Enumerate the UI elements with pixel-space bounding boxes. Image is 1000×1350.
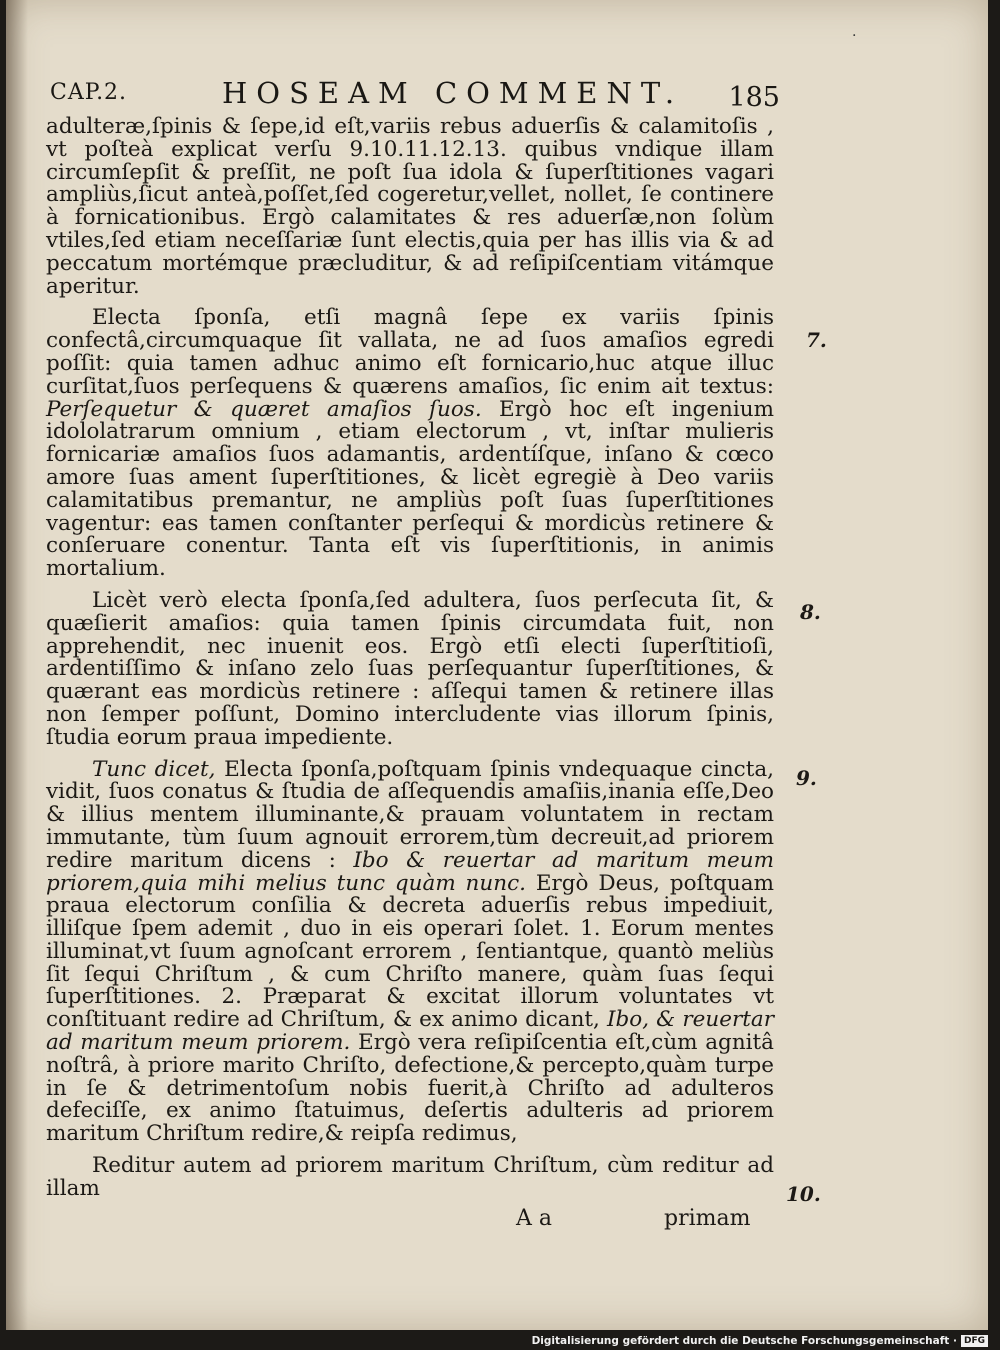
paragraph	[46, 307, 774, 581]
text-run: Ergò hoc eſt ingenium idololatrarum omnium , etiam electorum , vt, inſtar mulieris fornicariæ amaſios ſuos adamantis, ardentíſque, inſano & cœco amore ſuas ament ſuperſtitiones, & licèt egregiè à Deo variis calamitatibus premantur, ne ampliùs poſt ſuas ſuperſtitiones vagentur: eas tamen conſtanter perſequi & mordicùs retinere & conſeruare conentur. Tanta eſt vis ſuperſtitionis, in animis mortalium.	[46, 396, 775, 582]
quoted-scripture: Perſequetur & quæret amaſios ſuos.	[46, 396, 482, 422]
catchword: primam	[664, 1206, 751, 1231]
text-run: adulteræ,ſpinis & ſepe,id eſt,variis rebus aduerſis & calamitoſis , vt poſteà explicat verſu 9.10.11.12.13. quibus vndique illam circumſepſit & preſſit, ne poſt ſua idola & ſuperſtitiones vagari ampliùs,ſicut anteà,poſſet,ſed cogeretur,vellet, nollet, ſe continere à fornicationibus. Ergò calamitates & res aduerſæ,non ſolùm vtiles,ſed etiam neceſſariæ ſunt electis,quia per has illis via & ad peccatum mortémque præcluditur, & ad reſipiſcentiam vitámque aperitur.	[46, 114, 774, 299]
margin-note-verse-8: 8.	[800, 600, 821, 624]
dfg-logo-icon: DFG	[961, 1335, 988, 1347]
paragraph	[46, 116, 774, 298]
paragraph	[46, 587, 774, 750]
body-text	[46, 116, 774, 1210]
quoted-scripture: Tunc dicet,	[92, 756, 216, 782]
paragraph	[46, 756, 775, 1147]
spine-shadow	[6, 0, 28, 1330]
signature-mark: A a	[516, 1206, 552, 1231]
text-run: Electa ſponſa,poſtquam ſpinis vndequaque cincta, vidit, ſuos conatus & ſtudia de aſſequendis amaſiis,inania eſſe,Deo & illius mentem illuminante,& prauam voluntatem in rectam immutante, tùm ſuum agnouit errorem,tùm decreuit,ad priorem redire maritum dicens :	[46, 756, 774, 873]
quoted-scripture: Ibo, & reuertar ad maritum meum priorem.	[46, 1007, 774, 1056]
quoted-scripture: Ibo & reuertar ad maritum meum priorem,quia mihi melius tunc quàm nunc.	[46, 847, 774, 896]
running-head	[50, 72, 780, 118]
text-run: Licèt verò electa ſponſa,ſed adultera, ſuos perſecuta ſit, & quæſierit amaſios: quia tamen ſpinis circumdata fuit, non apprehendit, nec inuenit eos. Ergò etſi electi ſuperſtitioſi, ardentiſſimo & inſano zelo ſuas perſequantur ſuperſtitiones, & quærant eas mordicùs retinere : aſſequi tamen & retinere illas non ſemper poſſunt, Domino intercludente vias illorum ſpinis, ſtudia eorum praua impediente.	[46, 587, 774, 750]
digitization-footer	[532, 1334, 988, 1348]
margin-note-verse-9: 9.	[796, 766, 817, 790]
text-run: Ergò Deus, poſtquam praua electorum conſilia & decreta aduerſis rebus impediuit, illiſque ſpem ademit , duo in eis operari ſolet. 1. Eorum mentes illuminat,vt ſuum agnoſcant errorem , ſentiantque, quantò meliùs ſit ſequi Chriſtum , & cum Chriſto manere, quàm ſuas ſequi ſuperſtitiones. 2. Præparat & excitat illorum voluntates vt conſtituant redire ad Chriſtum, & ex animo dicant,	[46, 870, 774, 1033]
corner-mark: .	[852, 24, 857, 40]
text-run: Electa ſponſa, etſi magnâ ſepe ex variis ſpinis confectâ,circumquaque ſit vallata, ne ad ſuos amaſios egredi poſſit: quia tamen adhuc animo eſt fornicario,huc atque illuc curſitat,ſuos perſequens & quærens amaſios, ſic enim ait textus:	[46, 305, 774, 399]
margin-note-verse-7: 7.	[806, 328, 827, 352]
running-title: HOSEAM COMMENT.	[222, 76, 684, 110]
footer-credit: Digitalisierung gefördert durch die Deutsche Forschungsgemeinschaft ·	[531, 1335, 957, 1347]
text-run: Reditur autem ad priorem maritum Chriſtum, cùm reditur ad illam	[46, 1153, 774, 1201]
chapter-label: CAP.2.	[50, 80, 128, 105]
margin-note-verse-10: 10.	[786, 1182, 821, 1206]
paragraph	[46, 1155, 774, 1201]
text-run: Ergò vera reſipiſcentia eſt,cùm agnitâ noſtrâ, à priore marito Chriſto, defectione,& percepto,quàm turpe in ſe & detrimentoſum nobis fuerit,à Chriſto ad adulteros defeciſſe, ex animo ſtatuimus, deſertis adulteris ad priorem maritum Chriſtum redire,& reipſa redimus,	[46, 1030, 775, 1147]
page-number: 185	[728, 82, 780, 113]
